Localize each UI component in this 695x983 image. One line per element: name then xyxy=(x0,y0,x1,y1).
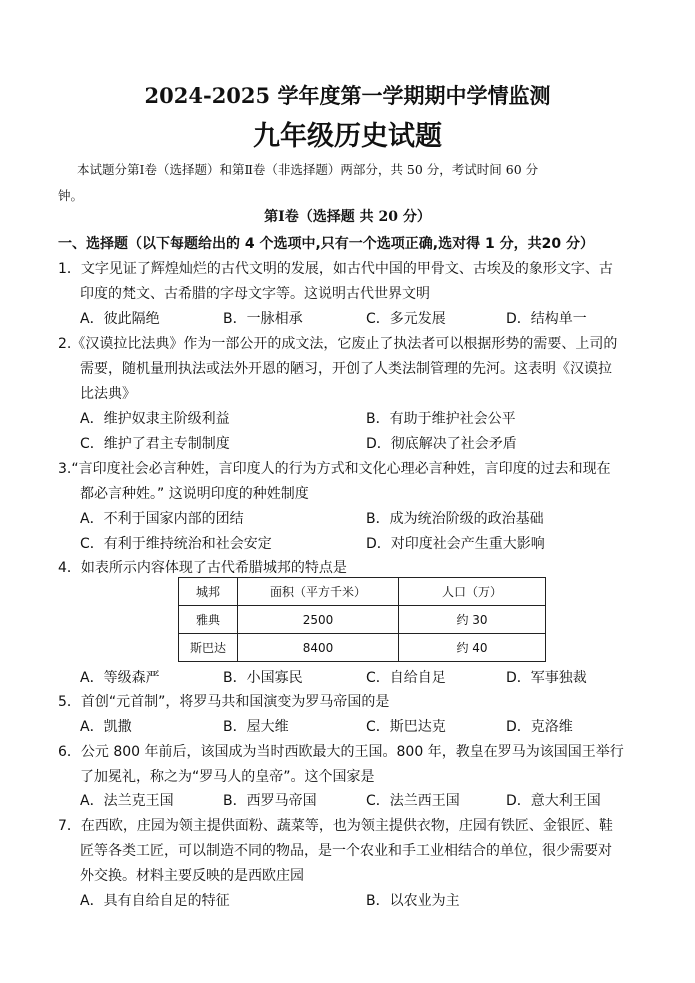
question-6-option-d: D．意大利王国 xyxy=(506,793,601,809)
question-6-option-b: B．西罗马帝国 xyxy=(223,793,317,809)
question-3-line-1: 3.“言印度社会必言种姓，言印度人的行为方式和文化心理必言种姓，言印度的过去和现在 xyxy=(58,461,611,477)
question-4-option-a: A．等级森严 xyxy=(80,670,160,686)
question-3-option-d: D．对印度社会产生重大影响 xyxy=(366,536,545,552)
question-1-option-a: A．彼此隔绝 xyxy=(80,311,160,327)
table-header-cell: 城邦 xyxy=(179,578,238,606)
table-cell: 2500 xyxy=(238,606,399,634)
instructions-line-1: 本试题分第Ⅰ卷（选择题）和第Ⅱ卷（非选择题）两部分，共 50 分，考试时间 60 分 xyxy=(77,162,539,177)
question-2-line-3: 比法典》 xyxy=(80,386,136,402)
question-4-option-c: C．自给自足 xyxy=(366,670,446,686)
question-7-line-1: 7．在西欧，庄园为领主提供面粉、蔬菜等，也为领主提供衣物，庄园有铁匠、金银匠、鞋 xyxy=(58,818,613,834)
question-1-option-b: B．一脉相承 xyxy=(223,311,303,327)
table-cell: 约 40 xyxy=(399,634,546,662)
question-6-option-c: C．法兰西王国 xyxy=(366,793,460,809)
question-2-option-d: D．彻底解决了社会矛盾 xyxy=(366,436,517,452)
question-2-option-b: B．有助于维护社会公平 xyxy=(366,411,516,427)
question-1-option-d: D．结构单一 xyxy=(506,311,587,327)
question-5-line-1: 5．首创“元首制”，将罗马共和国演变为罗马帝国的是 xyxy=(58,694,390,710)
question-7-line-3: 外交换。材料主要反映的是西欧庄园 xyxy=(80,868,304,884)
table-cell: 雅典 xyxy=(179,606,238,634)
question-2-line-2: 需要，随机量刑执法或法外开恩的陋习，开创了人类法制管理的先河。这表明《汉谟拉 xyxy=(80,361,612,377)
table-header-cell: 面积（平方千米） xyxy=(238,578,399,606)
table-row xyxy=(179,634,546,662)
question-7-option-b: B．以农业为主 xyxy=(366,893,460,909)
table-cell: 约 30 xyxy=(399,606,546,634)
question-4-option-d: D．军事独裁 xyxy=(506,670,587,686)
question-3-option-b: B．成为统治阶级的政治基础 xyxy=(366,511,544,527)
question-4-line-1: 4．如表所示内容体现了古代希腊城邦的特点是 xyxy=(58,560,347,576)
instructions-line-2: 钟。 xyxy=(58,188,84,203)
table-header-row xyxy=(179,578,546,606)
question-6-line-2: 了加冕礼，称之为“罗马人的皇帝”。这个国家是 xyxy=(80,769,375,785)
table-cell: 8400 xyxy=(238,634,399,662)
question-1-option-c: C．多元发展 xyxy=(366,311,446,327)
question-4-option-b: B．小国寡民 xyxy=(223,670,303,686)
part-heading: 一、选择题（以下每题给出的 4 个选项中,只有一个选项正确,选对得 1 分，共20 分） xyxy=(58,236,594,252)
table-header-cell: 人口（万） xyxy=(399,578,546,606)
question-3-option-c: C．有利于维持统治和社会安定 xyxy=(80,536,272,552)
question-7-line-2: 匠等各类工匠，可以制造不同的物品，是一个农业和手工业相结合的单位，很少需要对 xyxy=(80,843,612,859)
question-2-option-c: C．维护了君主专制制度 xyxy=(80,436,230,452)
question-5-option-c: C．斯巴达克 xyxy=(366,719,446,735)
question-2-option-a: A．维护奴隶主阶级利益 xyxy=(80,411,230,427)
exam-subtitle: 九年级历史试题 xyxy=(253,121,442,152)
question-7-option-a: A．具有自给自足的特征 xyxy=(80,893,230,909)
table-cell: 斯巴达 xyxy=(179,634,238,662)
table-row xyxy=(179,606,546,634)
question-1-line-1: 1．文字见证了辉煌灿烂的古代文明的发展，如古代中国的甲骨文、古埃及的象形文字、古 xyxy=(58,261,613,277)
exam-title: 2024-2025 学年度第一学期期中学情监测 xyxy=(144,83,551,108)
question-6-option-a: A．法兰克王国 xyxy=(80,793,174,809)
question-5-option-d: D．克洛维 xyxy=(506,719,573,735)
question-6-line-1: 6．公元 800 年前后，该国成为当时西欧最大的王国。800 年，教皇在罗马为该国国王举行 xyxy=(58,744,624,760)
question-5-option-b: B．屋大维 xyxy=(223,719,289,735)
section-title: 第Ⅰ卷（选择题 共 20 分） xyxy=(264,209,431,225)
question-3-line-2: 都必言种姓。” 这说明印度的种姓制度 xyxy=(80,486,309,502)
question-5-option-a: A．凯撒 xyxy=(80,719,132,735)
city-state-table xyxy=(178,577,546,662)
question-1-line-2: 印度的梵文、古希腊的字母文字等。这说明古代世界文明 xyxy=(80,286,430,302)
question-2-line-1: 2.《汉谟拉比法典》作为一部公开的成文法，它废止了执法者可以根据形势的需要、上司的 xyxy=(58,336,618,352)
question-3-option-a: A．不利于国家内部的团结 xyxy=(80,511,244,527)
